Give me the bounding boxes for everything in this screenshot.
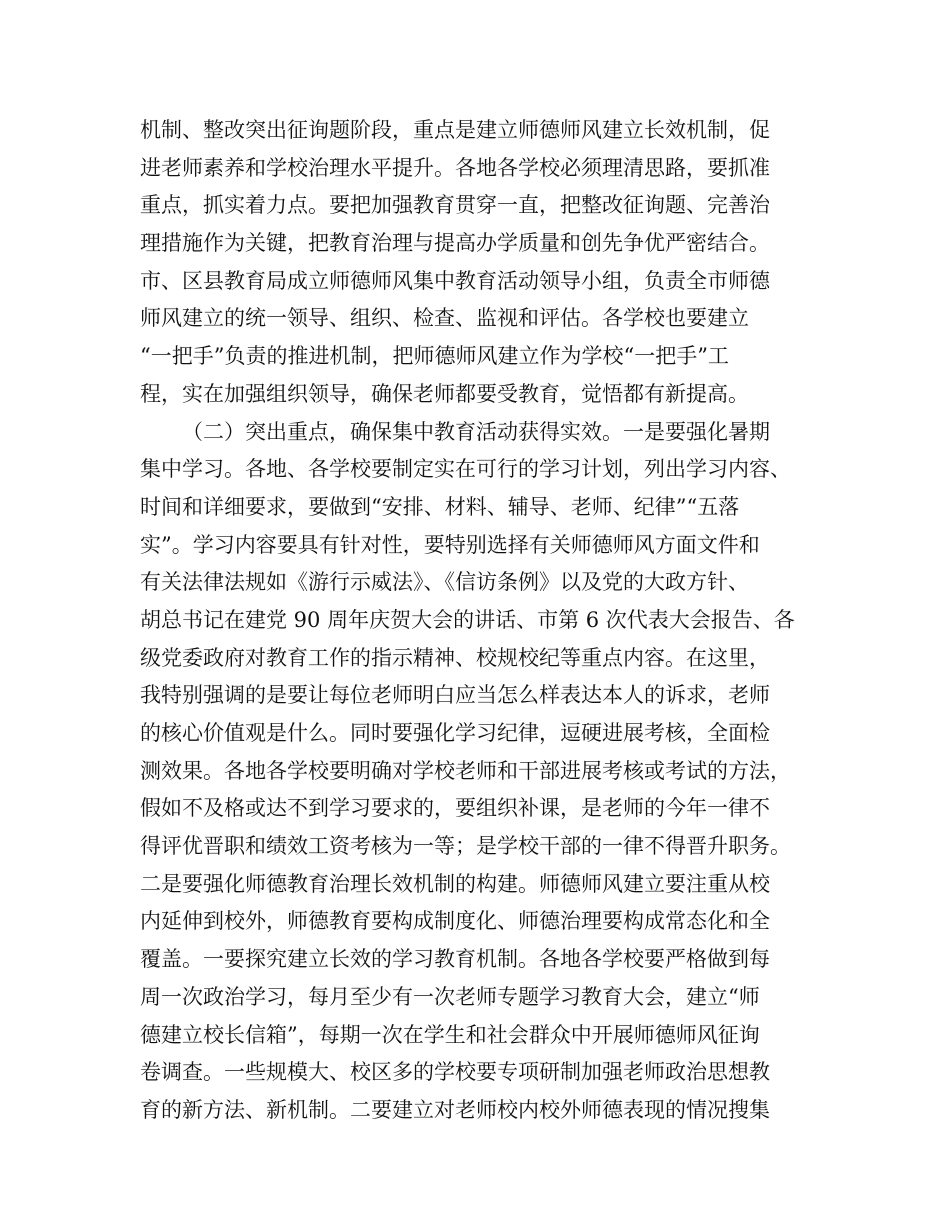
text-line: 德建立校长信箱”，每期一次在学生和社会群众中开展师德师风征询 (140, 1022, 760, 1047)
text-line: 集中学习。各地、各学校要制定实在可行的学习计划，列出学习内容、 (140, 457, 791, 482)
text-line: 卷调查。一些规模大、校区多的学校要专项研制加强老师政治思想教 (140, 1060, 770, 1085)
text-line: 的核心价值观是什么。同时要强化学习纪律，逗硬进展考核，全面检 (140, 721, 770, 745)
text-line: 级党委政府对教育工作的指示精神、校规校纪等重点内容。在这里， (140, 645, 770, 670)
text-line: 机制、整改突出征询题阶段，重点是建立师德师风建立长效机制，促 (140, 118, 770, 142)
text-line: 周一次政治学习，每月至少有一次老师专题学习教育大会，建立“师 (140, 984, 760, 1009)
text-line: 内延伸到校外，师德教育要构成制度化、师德治理要构成常态化和全 (140, 909, 770, 934)
text-line: 重点，抓实着力点。要把加强教育贯穿一直，把整改征询题、完善治 (140, 193, 770, 218)
text-line: 市、区县教育局成立师德师风集中教育活动领导小组，负责全市师德 (140, 268, 770, 293)
text-line: 我特别强调的是要让每位老师明白应当怎么样表达本人的诉求，老师 (140, 683, 770, 708)
text-line: 有关法律法规如《游行示威法》、《信访条例》以及党的大政方针、 (140, 570, 749, 595)
text-line: “一把手”负责的推进机制，把师德师风建立作为学校“一把手”工 (140, 344, 729, 369)
text-line: 理措施作为关键，把教育治理与提高办学质量和创先争优严密结合。 (140, 231, 770, 256)
text-line: 二是要强化师德教育治理长效机制的构建。师德师风建立要注重从校 (140, 871, 770, 896)
text-line: 覆盖。一要探究建立长效的学习教育机制。各地各学校要严格做到每 (140, 947, 770, 972)
document-body (140, 112, 830, 1130)
text-line: 测效果。各地各学校要明确对学校老师和干部进展考核或考试的方法， (140, 758, 791, 783)
text-line: 时间和详细要求，要做到“安排、材料、辅导、老师、纪律”“五落 (140, 494, 740, 519)
text-line: 育的新方法、新机制。二要建立对老师校内校外师德表现的情况搜集 (140, 1097, 770, 1122)
paragraph-first-line: （二）突出重点，确保集中教育活动获得实效。一是要强化暑期 (182, 419, 770, 444)
text-line: 师风建立的统一领导、组织、检查、监视和评估。各学校也要建立 (140, 306, 749, 331)
text-line: 胡总书记在建党 90 周年庆贺大会的讲话、市第 6 次代表大会报告、各 (140, 607, 795, 632)
text-line: 实”。学习内容要具有针对性，要特别选择有关师德师风方面文件和 (140, 532, 760, 557)
text-line: 假如不及格或达不到学习要求的，要组织补课，是老师的今年一律不 (140, 796, 770, 821)
text-line: 得评优晋职和绩效工资考核为一等；是学校干部的一律不得晋升职务。 (140, 834, 791, 859)
text-line: 程，实在加强组织领导，确保老师都要受教育，觉悟都有新提高。 (140, 381, 749, 406)
text-line: 进老师素养和学校治理水平提升。各地各学校必须理清思路，要抓准 (140, 155, 770, 180)
